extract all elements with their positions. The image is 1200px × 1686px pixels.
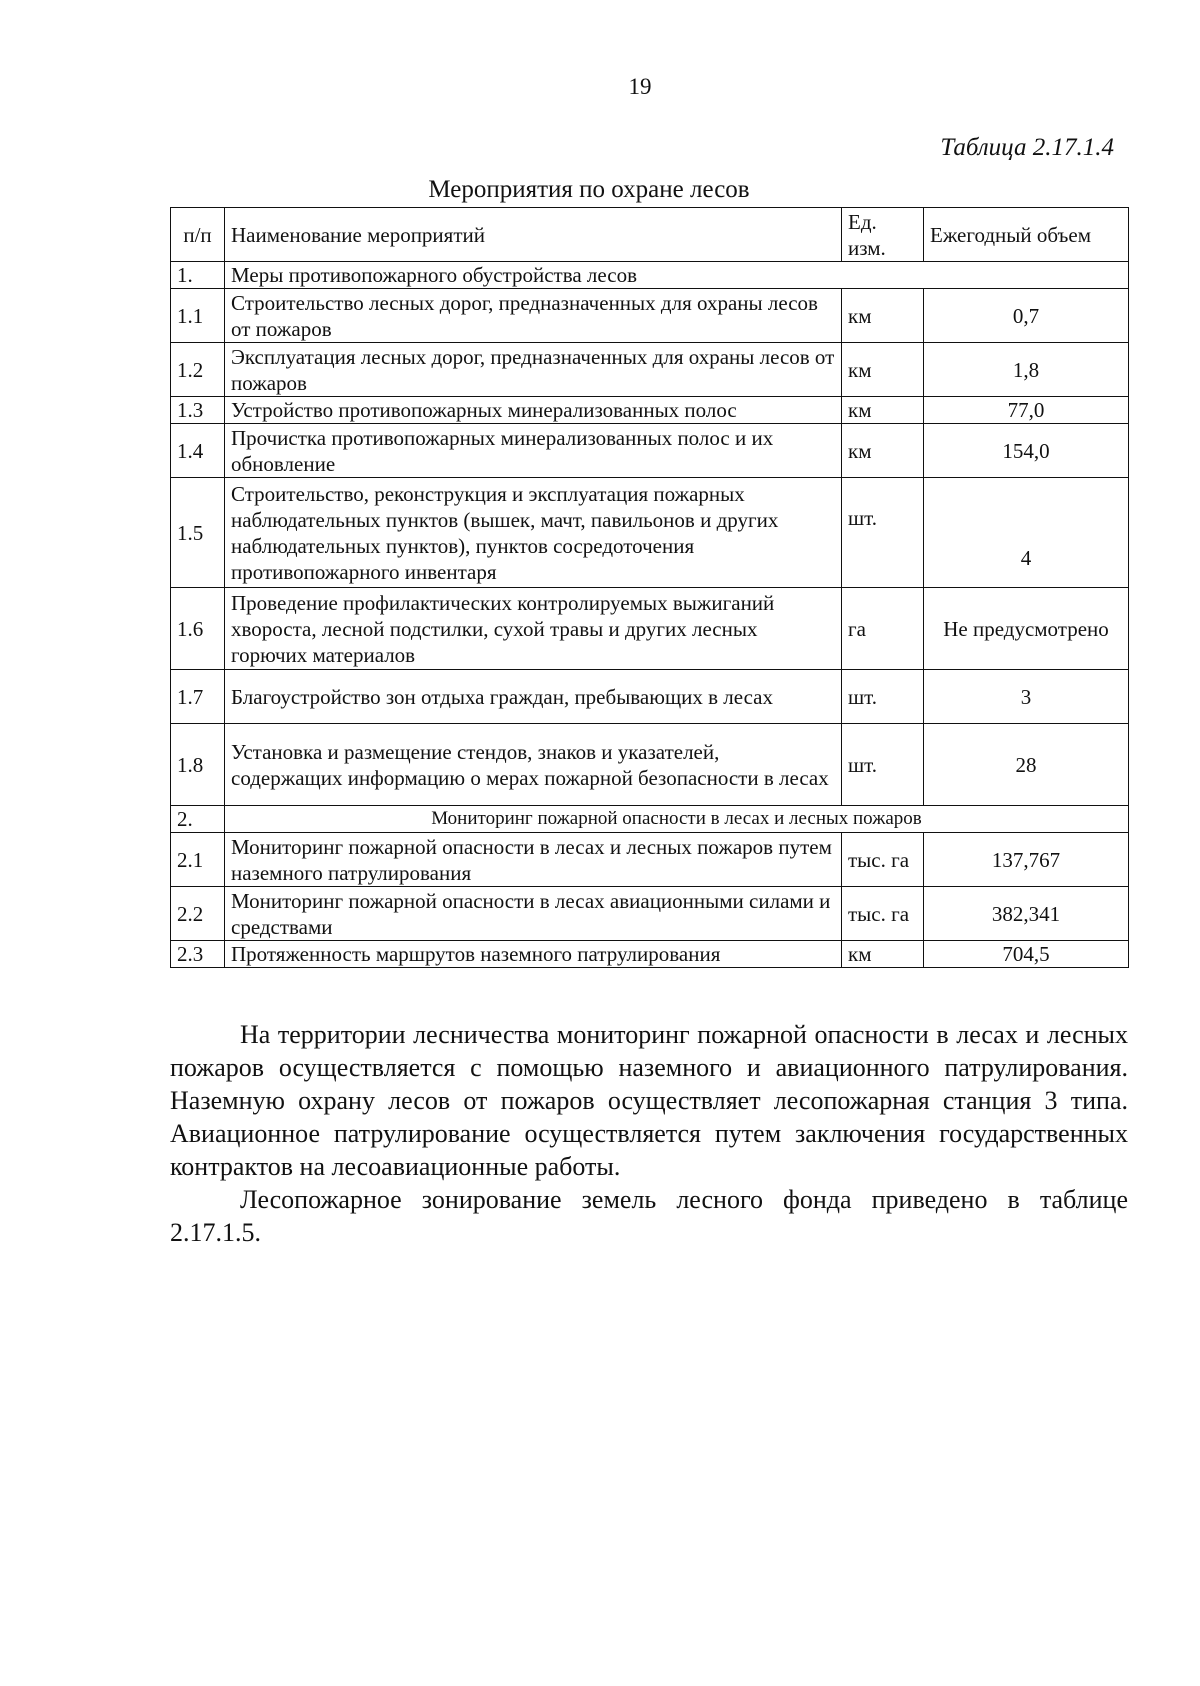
section-num: 2. <box>171 806 225 833</box>
section-title: Меры противопожарного обустройства лесов <box>225 262 1129 289</box>
row-volume: 3 <box>924 670 1129 724</box>
section-title: Мониторинг пожарной опасности в лесах и лесных пожаров <box>225 806 1129 833</box>
table-row <box>171 833 1129 887</box>
row-name: Мониторинг пожарной опасности в лесах авиационными силами и средствами <box>225 887 842 941</box>
table-row <box>171 941 1129 968</box>
table-row <box>171 478 1129 588</box>
row-volume: 137,767 <box>924 833 1129 887</box>
row-unit: км <box>842 941 924 968</box>
row-num: 1.6 <box>171 588 225 670</box>
row-unit: тыс. га <box>842 887 924 941</box>
row-name: Устройство противопожарных минерализованных полос <box>225 397 842 424</box>
row-num: 1.3 <box>171 397 225 424</box>
row-name: Прочистка противопожарных минерализованных полос и их обновление <box>225 424 842 478</box>
table-row <box>171 289 1129 343</box>
table-row <box>171 670 1129 724</box>
row-volume: Не предусмотрено <box>924 588 1129 670</box>
row-volume: 1,8 <box>924 343 1129 397</box>
header-volume: Ежегодный объем <box>924 208 1129 262</box>
row-num: 1.2 <box>171 343 225 397</box>
row-unit: шт. <box>842 478 924 588</box>
table-row <box>171 343 1129 397</box>
paragraph: Лесопожарное зонирование земель лесного фонда приведено в таблице 2.17.1.5. <box>170 1185 1128 1247</box>
row-num: 2.1 <box>171 833 225 887</box>
header-num: п/п <box>171 208 225 262</box>
row-name: Строительство лесных дорог, предназначенных для охраны лесов от пожаров <box>225 289 842 343</box>
row-unit: шт. <box>842 670 924 724</box>
section-num: 1. <box>171 262 225 289</box>
table-header-row <box>171 208 1129 262</box>
row-name: Эксплуатация лесных дорог, предназначенных для охраны лесов от пожаров <box>225 343 842 397</box>
header-name: Наименование мероприятий <box>225 208 842 262</box>
paragraph: На территории лесничества мониторинг пожарной опасности в лесах и лесных пожаров осуществляется с помощью наземного и авиационного патрулирования. Наземную охрану лесов от пожаров осуществляет лесопожарная станция 3 типа. Авиационное патрулирование осуществляется путем заключения государственных контрактов на лесоавиационные работы. <box>170 1020 1128 1181</box>
row-unit: га <box>842 588 924 670</box>
row-num: 1.8 <box>171 724 225 806</box>
row-volume: 4 <box>924 478 1129 588</box>
row-unit: тыс. га <box>842 833 924 887</box>
table-row <box>171 424 1129 478</box>
row-num: 2.3 <box>171 941 225 968</box>
row-name: Мониторинг пожарной опасности в лесах и лесных пожаров путем наземного патрулирования <box>225 833 842 887</box>
row-unit: км <box>842 397 924 424</box>
row-num: 1.1 <box>171 289 225 343</box>
table-title: Мероприятия по охране лесов <box>428 176 750 203</box>
row-name: Протяженность маршрутов наземного патрулирования <box>225 941 842 968</box>
row-volume: 28 <box>924 724 1129 806</box>
row-num: 2.2 <box>171 887 225 941</box>
row-volume: 704,5 <box>924 941 1129 968</box>
row-num: 1.7 <box>171 670 225 724</box>
header-unit: Ед. изм. <box>842 208 924 262</box>
measures-table <box>170 207 1129 968</box>
row-num: 1.5 <box>171 478 225 588</box>
page-number: 19 <box>628 74 652 99</box>
table-label: Таблица 2.17.1.4 <box>940 134 1114 161</box>
row-name: Благоустройство зон отдыха граждан, пребывающих в лесах <box>225 670 842 724</box>
table-row <box>171 887 1129 941</box>
row-volume: 0,7 <box>924 289 1129 343</box>
row-name: Проведение профилактических контролируемых выжиганий хвороста, лесной подстилки, сухой травы и других лесных горючих материалов <box>225 588 842 670</box>
row-volume: 382,341 <box>924 887 1129 941</box>
section-row <box>171 806 1129 833</box>
row-name: Строительство, реконструкция и эксплуатация пожарных наблюдательных пунктов (вышек, мачт, павильонов и других наблюдательных пунктов), пунктов сосредоточения противопожарного инвентаря <box>225 478 842 588</box>
row-volume: 154,0 <box>924 424 1129 478</box>
row-name: Установка и размещение стендов, знаков и указателей, содержащих информацию о мерах пожарной безопасности в лесах <box>225 724 842 806</box>
section-row <box>171 262 1129 289</box>
row-num: 1.4 <box>171 424 225 478</box>
row-unit: км <box>842 289 924 343</box>
table-row <box>171 397 1129 424</box>
body-text <box>170 1018 1128 1249</box>
row-unit: шт. <box>842 724 924 806</box>
row-unit: км <box>842 424 924 478</box>
row-volume: 77,0 <box>924 397 1129 424</box>
table-row <box>171 588 1129 670</box>
row-unit: км <box>842 343 924 397</box>
table-row <box>171 724 1129 806</box>
